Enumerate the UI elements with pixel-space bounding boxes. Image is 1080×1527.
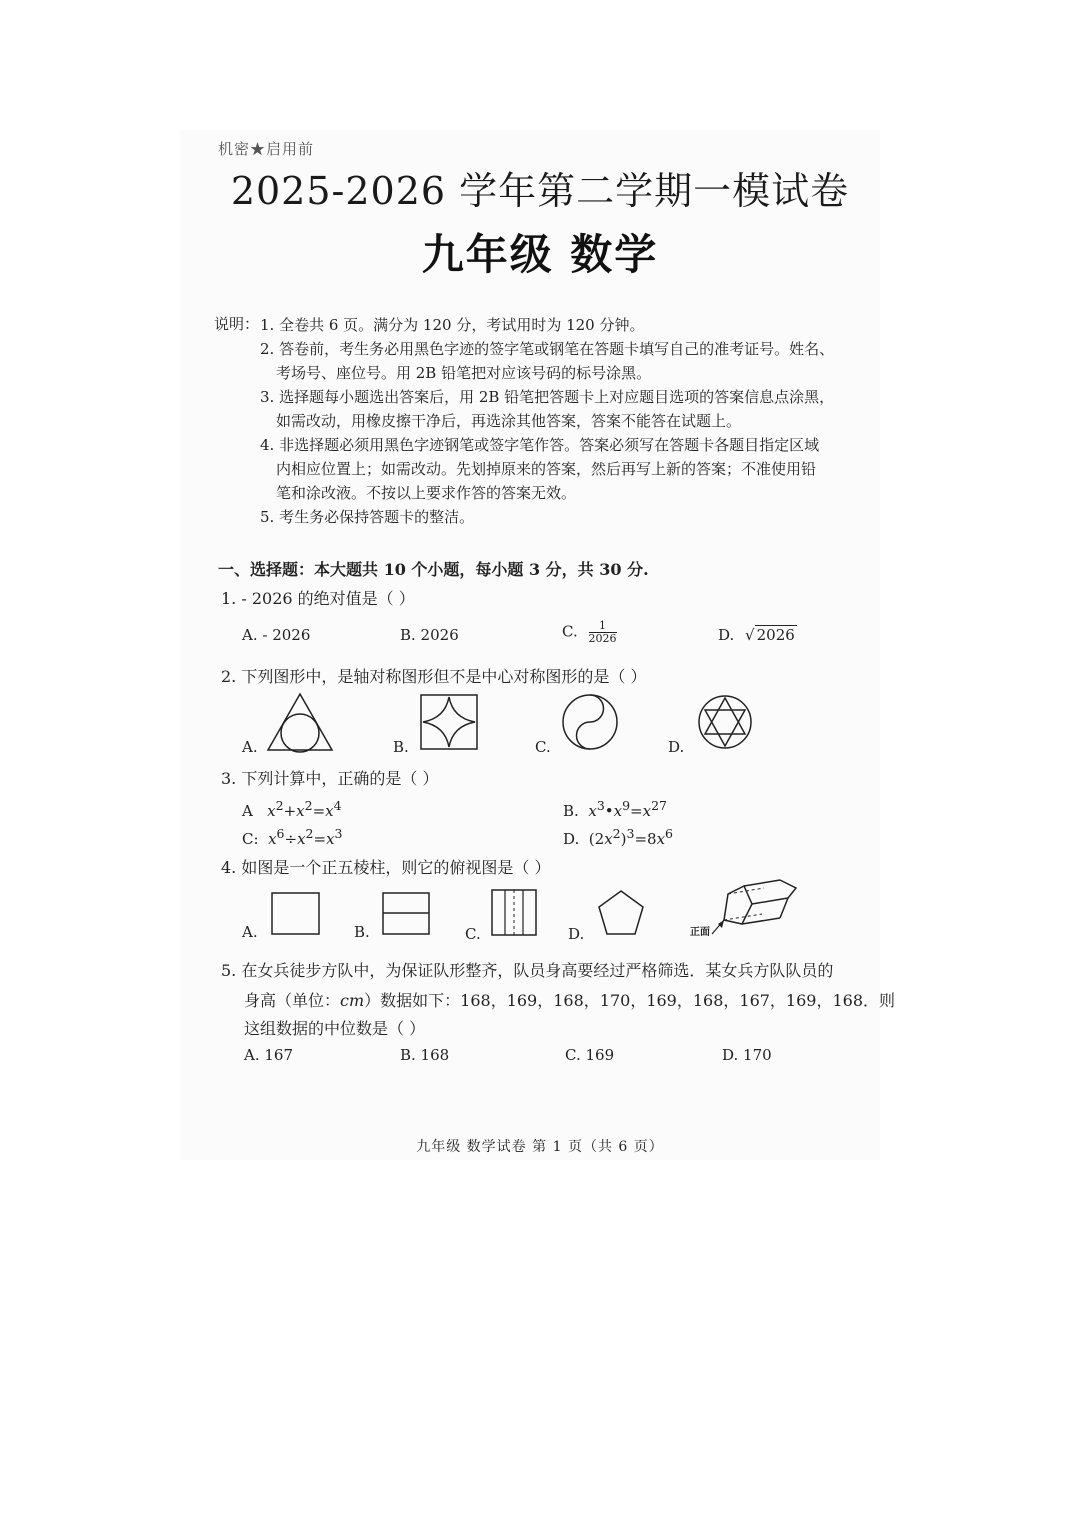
q3-option-a-label: A: [242, 802, 253, 820]
question-3-stem: 3. 下列计算中，正确的是（ ）: [221, 769, 439, 788]
q3-option-b-label: B.: [563, 802, 579, 820]
q2-option-d: D.: [668, 738, 685, 756]
fraction-denominator: 2026: [588, 632, 617, 645]
q1-option-c-label: C.: [562, 622, 578, 641]
radicand: 2026: [756, 626, 795, 644]
pentagon-figure: [596, 888, 646, 938]
q3-option-c-label: C:: [242, 830, 259, 848]
q3-option-a: A $x^2+x^2=x^4$: [242, 798, 342, 820]
secret-mark: 机密★启用前: [218, 140, 315, 158]
q4-option-c: C.: [465, 925, 481, 943]
instruction-line: 笔和涂改液。不按以上要求作答的答案无效。: [276, 484, 577, 502]
instruction-line: 3. 选择题每小题选出答案后，用 2B 铅笔把答题卡上对应题目选项的答案信息点涂黑，: [260, 388, 835, 406]
square-star-figure: [419, 693, 479, 751]
q3-option-c: C: $x^6\div x^2=x^3$: [242, 826, 343, 848]
q5-option-d: D. 170: [722, 1046, 772, 1064]
fraction-numerator: 1: [589, 620, 617, 633]
instruction-line: 考场号、座位号。用 2B 铅笔把对应该号码的标号涂黑。: [276, 364, 652, 382]
q5-line2-end: ）数据如下：168，169，168，170，169，168，167，169，168．则: [364, 991, 896, 1010]
q5-option-c: C. 169: [565, 1046, 615, 1064]
q1-option-d: [718, 626, 797, 644]
page-footer: 九年级 数学试卷 第 1 页（共 6 页）: [416, 1139, 664, 1155]
section-heading: 一、选择题：本大题共 10 个小题，每小题 3 分，共 30 分.: [218, 560, 649, 579]
q2-option-b: B.: [393, 738, 409, 756]
question-2-stem: 2. 下列图形中，是轴对称图形但不是中心对称图形的是（ ）: [221, 667, 647, 686]
question-1-stem: 1. - 2026 的绝对值是（ ）: [221, 589, 415, 608]
q1-option-a: A. - 2026: [242, 626, 311, 644]
question-4-stem: 4. 如图是一个正五棱柱，则它的俯视图是（ ）: [221, 858, 551, 877]
fraction: [589, 620, 617, 645]
dashed-columns-figure: [490, 888, 538, 938]
instruction-line: 5. 考生务必保持答题卡的整洁。: [260, 508, 475, 526]
instruction-line: 如需改动，用橡皮擦干净后，再选涂其他答案，答案不能答在试题上。: [276, 412, 742, 430]
triangle-circle-figure: [266, 692, 334, 754]
q4-option-d: D.: [568, 925, 585, 943]
q5-option-a: A. 167: [244, 1046, 293, 1064]
exam-subtitle: 九年级 数学: [421, 230, 659, 279]
q3-option-d-label: D.: [563, 830, 580, 848]
question-5-line: 5. 在女兵徒步方队中，为保证队形整齐，队员身高要经过严格筛选．某女兵方队队员的: [221, 961, 834, 980]
instruction-line: 4. 非选择题必须用黑色字迹钢笔或签字笔作答。答案必须写在答题卡各题目指定区域: [260, 436, 820, 454]
instruction-line: 内相应位置上；如需改动。先划掉原来的答案，然后再写上新的答案；不准使用铅: [276, 460, 817, 478]
unit-cm: cm: [340, 991, 365, 1010]
instruction-line: 1. 全卷共 6 页。满分为 120 分，考试用时为 120 分钟。: [260, 316, 645, 334]
instruction-line: 2. 答卷前，考生务必用黑色字迹的签字笔或钢笔在答题卡填写自己的准考证号。姓名、: [260, 340, 835, 358]
q4-option-a: A.: [242, 923, 258, 941]
q1-option-d-label: D.: [718, 626, 735, 644]
square-root: √ 2026: [745, 626, 795, 644]
instructions-label: 说明：: [214, 315, 260, 333]
q3-option-d: D. $(2x^2)^3=8x^6$: [563, 826, 673, 848]
yin-yang-figure: [560, 692, 620, 752]
q2-option-c: C.: [535, 738, 551, 756]
split-rectangle-figure: [381, 891, 431, 937]
q5-option-b: B. 168: [400, 1046, 450, 1064]
q4-option-b: B.: [354, 923, 370, 941]
question-5-data-line: [244, 988, 895, 1011]
square-view-figure: [270, 891, 322, 937]
exam-title: 2025-2026 学年第二学期一模试卷: [230, 169, 850, 213]
star-of-david-figure: [697, 694, 753, 750]
q1-option-c: [562, 620, 617, 645]
q3-option-b: B. $x^3•x^9=x^{27}$: [563, 798, 667, 820]
question-5-line: 这组数据的中位数是（ ）: [244, 1019, 426, 1038]
pentagonal-prism-figure: [710, 876, 810, 942]
front-view-label: 正面: [690, 927, 710, 938]
q5-line2-start: 身高（单位：: [244, 991, 341, 1010]
q2-option-a: A.: [242, 738, 258, 756]
q1-option-b: B. 2026: [400, 626, 459, 644]
